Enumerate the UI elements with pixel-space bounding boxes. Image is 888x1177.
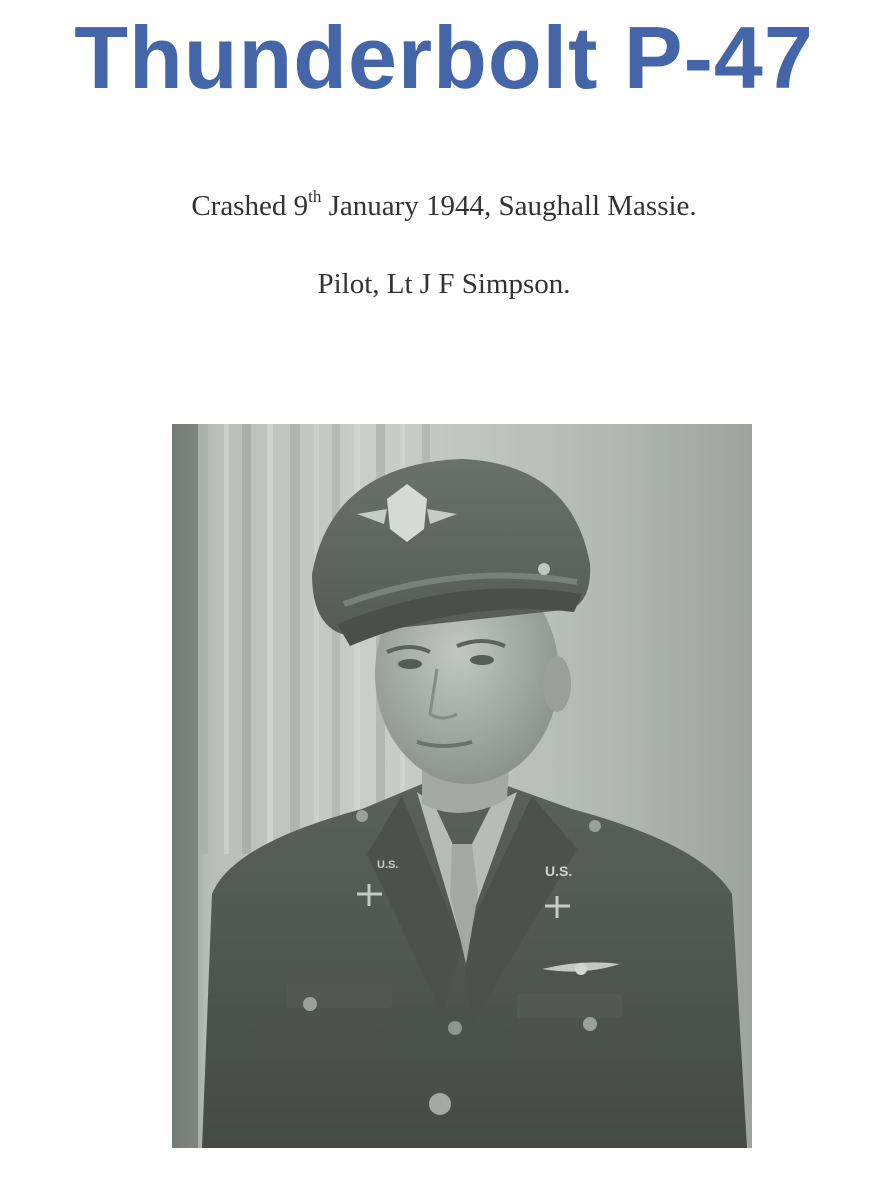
ear [543, 656, 571, 712]
right-pocket-flap [517, 994, 622, 1018]
jacket-button-upper [448, 1021, 462, 1035]
right-eye [470, 655, 494, 665]
epaulet-button-left [356, 810, 368, 822]
portrait-illustration [172, 424, 752, 1148]
pilot-name: Pilot, Lt J F Simpson. [317, 268, 571, 300]
pocket-button-left [303, 997, 317, 1011]
collar-insignia-right: U.S. [545, 863, 573, 879]
collar-insignia-left: U.S. [377, 859, 399, 871]
jacket-button-lower [429, 1093, 451, 1115]
pocket-button-right [583, 1017, 597, 1031]
page-title: Thunderbolt P-47 [74, 8, 814, 107]
crash-date-rest: January 1944, Saughall Massie. [321, 190, 697, 222]
crash-date-prefix: Crashed 9 [191, 190, 309, 222]
left-pocket-flap [287, 984, 392, 1008]
pilot-portrait-photo [172, 424, 752, 1148]
left-eye [398, 659, 422, 669]
ordinal-suffix: th [308, 187, 322, 206]
crash-details [0, 187, 888, 223]
epaulet-button-right [589, 820, 601, 832]
